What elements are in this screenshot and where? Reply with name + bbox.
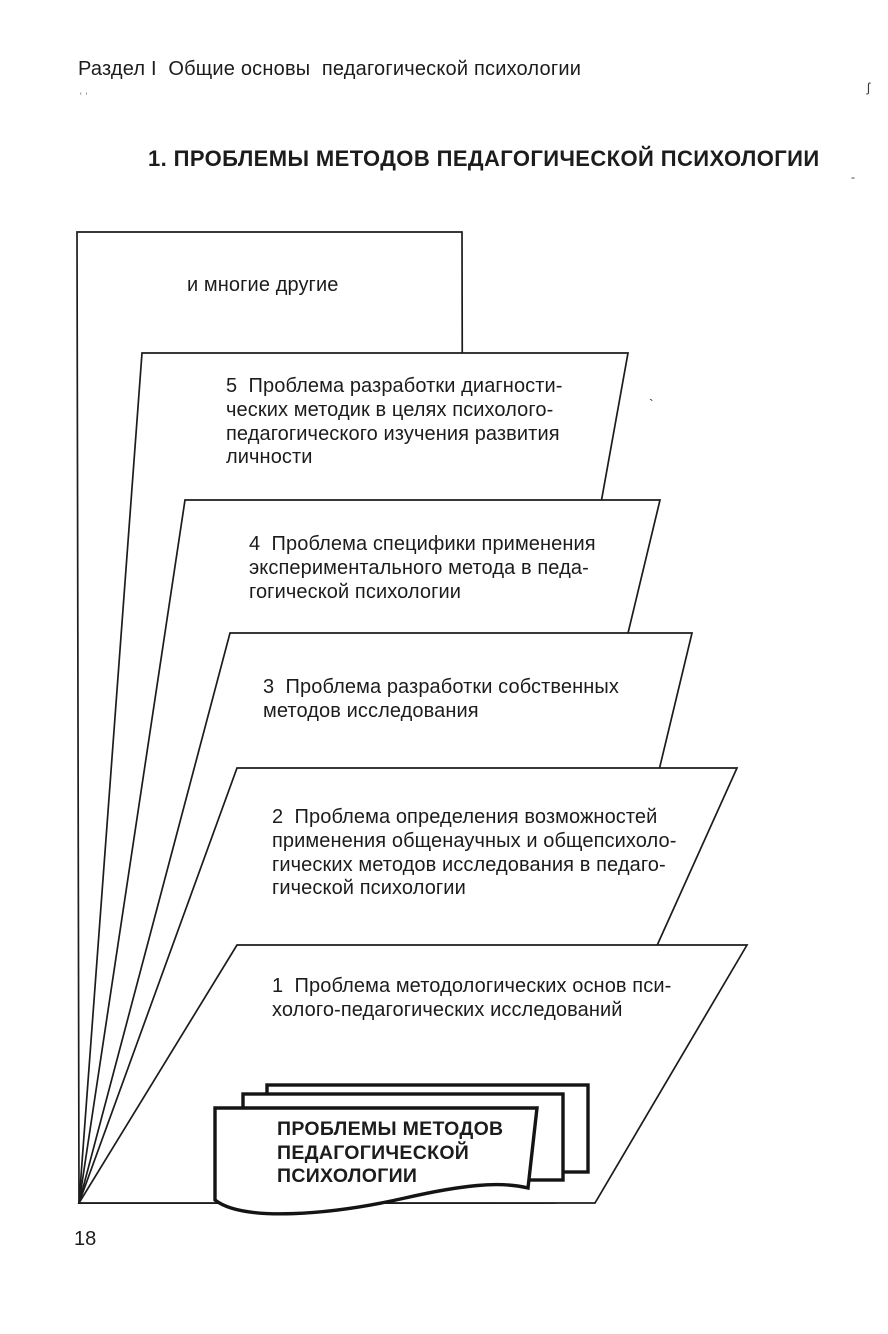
card-problem-1-text xyxy=(272,975,671,1023)
card-line: ческих методик в целях психолого- xyxy=(226,398,554,421)
card-problem-4-text xyxy=(249,533,596,604)
stack-label-line: ПСИХОЛОГИИ xyxy=(277,1165,418,1187)
card-line: 4 Проблема специфики применения xyxy=(249,533,596,555)
scan-artifact: ˓˒ xyxy=(79,86,91,98)
stack-label-line: ПЕДАГОГИЧЕСКОЙ xyxy=(277,1141,470,1164)
page-number: 18 xyxy=(74,1228,97,1250)
card-more-others-text xyxy=(187,274,338,298)
card-problem-5-text xyxy=(226,375,563,470)
card-line: методов исследования xyxy=(263,699,479,722)
card-problem-2-text xyxy=(272,806,677,901)
stack-card-label xyxy=(277,1118,503,1189)
card-line: холого-педагогических исследований xyxy=(272,998,623,1021)
scan-artifact: - xyxy=(851,170,855,184)
stack-label-line: ПРОБЛЕМЫ МЕТОДОВ xyxy=(277,1118,504,1140)
card-line: 5 Проблема разработки диагности- xyxy=(226,375,563,397)
card-line: и многие другие xyxy=(187,274,339,296)
card-line: 2 Проблема определения возможностей xyxy=(272,806,658,828)
card-line: гогической психологии xyxy=(249,580,462,603)
card-line: гических методов исследования в педаго- xyxy=(272,853,666,876)
scan-artifact: ʃ xyxy=(867,80,870,95)
card-line: гической психологии xyxy=(272,877,466,900)
card-line: 3 Проблема разработки собственных xyxy=(263,676,619,698)
card-problem-3-text xyxy=(263,676,619,724)
page-title: 1. ПРОБЛЕМЫ МЕТОДОВ ПЕДАГОГИЧЕСКОЙ ПСИХОЛОГИИ xyxy=(148,146,820,171)
running-header: Раздел I Общие основы педагогической психологии xyxy=(78,58,582,80)
card-line: экспериментального метода в педа- xyxy=(249,556,589,579)
card-line: 1 Проблема методологических основ пси- xyxy=(272,975,672,997)
card-line: педагогического изучения развития xyxy=(226,422,560,445)
scan-artifact: ` xyxy=(649,396,654,412)
card-line: применения общенаучных и общепсихоло- xyxy=(272,829,677,852)
card-line: личности xyxy=(226,446,313,469)
